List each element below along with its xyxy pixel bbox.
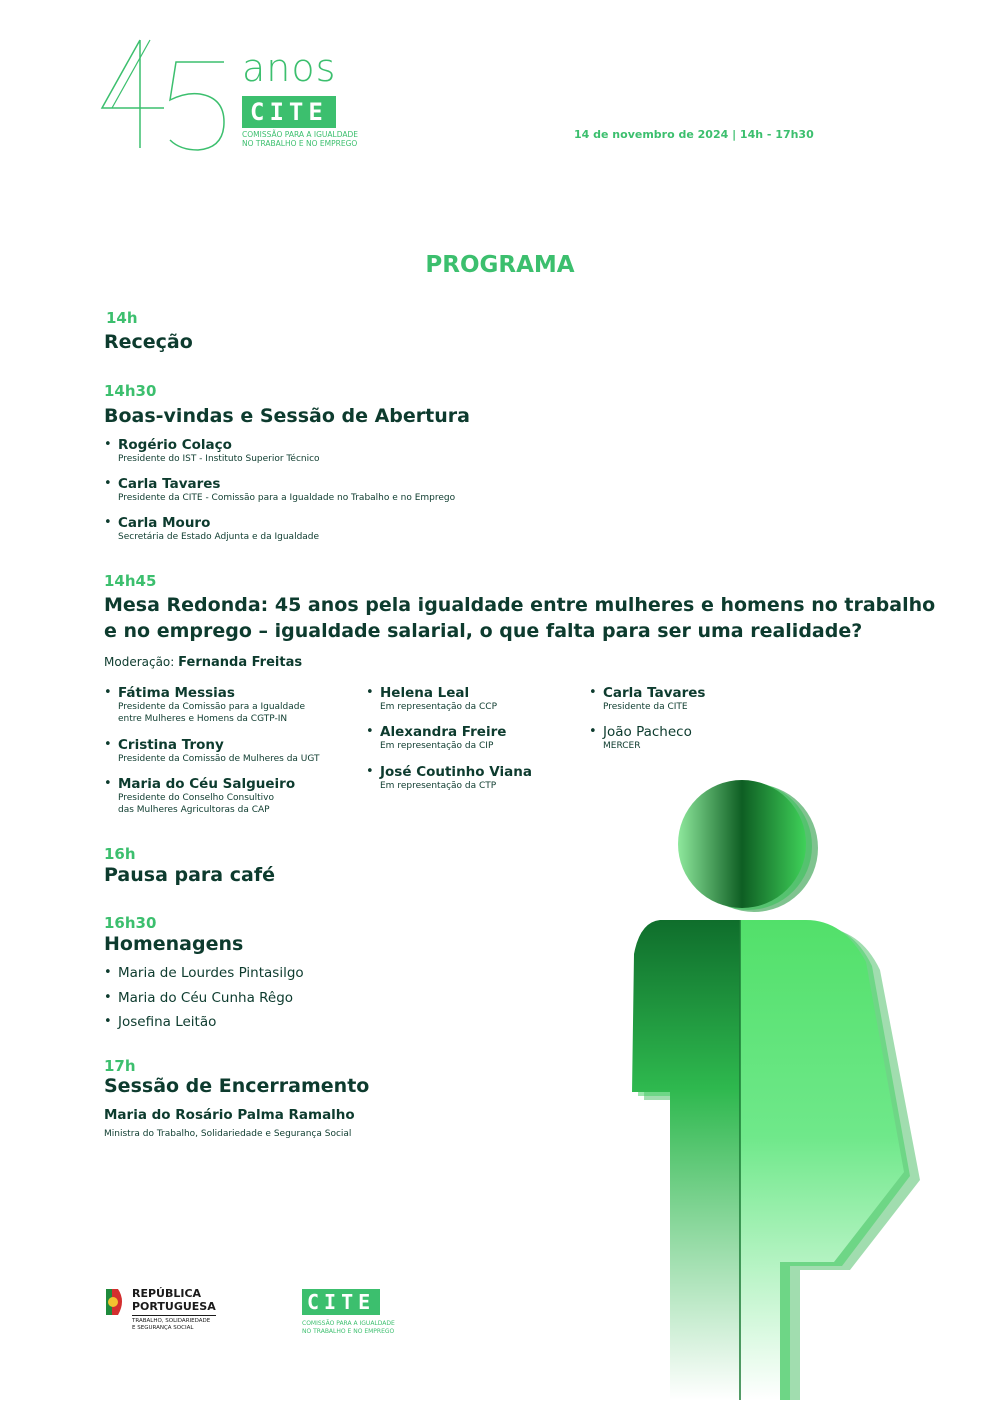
panelist-role: das Mulheres Agricultoras da CAP bbox=[118, 805, 270, 815]
bullet-icon: • bbox=[104, 737, 112, 752]
list-item bbox=[366, 724, 506, 752]
closing-speaker-role: Ministra do Trabalho, Solidariedade e Segurança Social bbox=[104, 1129, 352, 1139]
list-item bbox=[104, 776, 295, 816]
time-homenagens: 16h30 bbox=[104, 914, 157, 932]
portugal-emblem-icon bbox=[104, 1287, 128, 1317]
moderation bbox=[104, 655, 302, 670]
time-mesa: 14h45 bbox=[104, 572, 157, 590]
panelist-name: Carla Tavares bbox=[603, 685, 706, 701]
panelist-name: Alexandra Freire bbox=[380, 724, 507, 740]
list-item bbox=[104, 476, 455, 504]
heading-homenagens: Homenagens bbox=[104, 933, 244, 955]
speaker-role: Presidente do IST - Instituto Superior Técnico bbox=[118, 454, 320, 464]
woman-figure-illustration bbox=[630, 770, 930, 1400]
republica-sub2: E SEGURANÇA SOCIAL bbox=[132, 1325, 194, 1331]
speaker-name: Carla Mouro bbox=[118, 515, 211, 531]
panelist-name: José Coutinho Viana bbox=[380, 764, 532, 780]
cite-footer-logo bbox=[302, 1289, 422, 1341]
panelist-role: Em representação da CTP bbox=[380, 781, 497, 791]
panelist-name: Helena Leal bbox=[380, 685, 470, 701]
bullet-icon: • bbox=[104, 1014, 112, 1029]
heading-abertura: Boas-vindas e Sessão de Abertura bbox=[104, 405, 470, 427]
panelist-role: Presidente da Comissão para a Igualdade bbox=[118, 702, 306, 712]
bullet-icon: • bbox=[366, 724, 374, 739]
list-item bbox=[104, 737, 320, 765]
panelist-name: Cristina Trony bbox=[118, 737, 224, 753]
list-item bbox=[104, 685, 305, 725]
republica-line1: REPÚBLICA bbox=[132, 1287, 202, 1300]
honoree-name: Maria de Lourdes Pintasilgo bbox=[118, 965, 304, 981]
republica-line2: PORTUGUESA bbox=[132, 1300, 216, 1313]
time-rececao: 14h bbox=[106, 309, 138, 327]
republica-portuguesa-logo bbox=[104, 1287, 224, 1339]
moderation-label: Moderação: bbox=[104, 655, 175, 669]
bullet-icon: • bbox=[104, 515, 112, 530]
heading-mesa-line2: e no emprego – igualdade salarial, o que falta para ser uma realidade? bbox=[104, 620, 863, 642]
panelist-role: MERCER bbox=[603, 741, 641, 751]
bullet-icon: • bbox=[589, 685, 597, 700]
speaker-name: Carla Tavares bbox=[118, 476, 221, 492]
honoree-name: Josefina Leitão bbox=[118, 1014, 217, 1030]
heading-mesa-line1: Mesa Redonda: 45 anos pela igualdade entre mulheres e homens no trabalho bbox=[104, 594, 936, 616]
moderator-name: Fernanda Freitas bbox=[178, 655, 303, 670]
heading-pausa: Pausa para café bbox=[104, 864, 275, 886]
logo-subtitle-2: NO TRABALHO E NO EMPREGO bbox=[242, 139, 358, 148]
speaker-name: Rogério Colaço bbox=[118, 437, 232, 453]
bullet-icon: • bbox=[104, 965, 112, 980]
panelist-role: Em representação da CIP bbox=[380, 741, 494, 751]
bullet-icon: • bbox=[104, 476, 112, 491]
closing-speaker-name: Maria do Rosário Palma Ramalho bbox=[104, 1107, 355, 1123]
list-item bbox=[104, 965, 304, 981]
cite-footer-mark: CITE bbox=[302, 1289, 380, 1315]
list-item bbox=[589, 685, 705, 713]
bullet-icon: • bbox=[104, 776, 112, 791]
time-abertura: 14h30 bbox=[104, 382, 157, 400]
panelist-name: Fátima Messias bbox=[118, 685, 235, 701]
republica-sub1: TRABALHO, SOLIDARIEDADE bbox=[132, 1318, 211, 1324]
list-item bbox=[104, 990, 293, 1006]
bullet-icon: • bbox=[366, 685, 374, 700]
panelist-role: entre Mulheres e Homens da CGTP-IN bbox=[118, 714, 288, 724]
panelist-name: João Pacheco bbox=[603, 724, 692, 740]
honoree-name: Maria do Céu Cunha Rêgo bbox=[118, 990, 294, 1006]
logo-cite: CITE bbox=[242, 96, 336, 128]
panelist-role: Presidente da CITE bbox=[603, 702, 688, 712]
speaker-role: Presidente da CITE - Comissão para a Igualdade no Trabalho e no Emprego bbox=[118, 493, 456, 503]
page-title: PROGRAMA bbox=[425, 252, 575, 278]
bullet-icon: • bbox=[589, 724, 597, 739]
time-pausa: 16h bbox=[104, 845, 136, 863]
bullet-icon: • bbox=[366, 764, 374, 779]
list-item bbox=[104, 437, 320, 465]
bullet-icon: • bbox=[104, 437, 112, 452]
panelist-name: Maria do Céu Salgueiro bbox=[118, 776, 296, 792]
logo-anos: anos bbox=[242, 46, 337, 90]
list-item bbox=[366, 764, 532, 792]
cite-footer-sub2: NO TRABALHO E NO EMPREGO bbox=[302, 1328, 395, 1335]
bullet-icon: • bbox=[104, 685, 112, 700]
panelist-role: Em representação da CCP bbox=[380, 702, 497, 712]
panelist-role: Presidente do Conselho Consultivo bbox=[118, 793, 275, 803]
divider bbox=[132, 1315, 216, 1316]
cite-footer-sub1: COMISSÃO PARA A IGUALDADE bbox=[302, 1320, 395, 1327]
logo-45-anos-cite bbox=[100, 36, 370, 156]
speaker-role: Secretária de Estado Adjunta e da Igualdade bbox=[118, 532, 320, 542]
bullet-icon: • bbox=[104, 990, 112, 1005]
list-item bbox=[589, 724, 692, 752]
heading-rececao: Receção bbox=[104, 331, 193, 353]
panelist-role: Presidente da Comissão de Mulheres da UGT bbox=[118, 754, 320, 764]
logo-subtitle-1: COMISSÃO PARA A IGUALDADE bbox=[242, 130, 358, 139]
list-item bbox=[104, 1014, 216, 1030]
time-encerramento: 17h bbox=[104, 1057, 136, 1075]
heading-encerramento: Sessão de Encerramento bbox=[104, 1075, 370, 1097]
event-date-time: 14 de novembro de 2024 | 14h - 17h30 bbox=[574, 128, 814, 141]
list-item bbox=[104, 515, 319, 543]
list-item bbox=[366, 685, 497, 713]
